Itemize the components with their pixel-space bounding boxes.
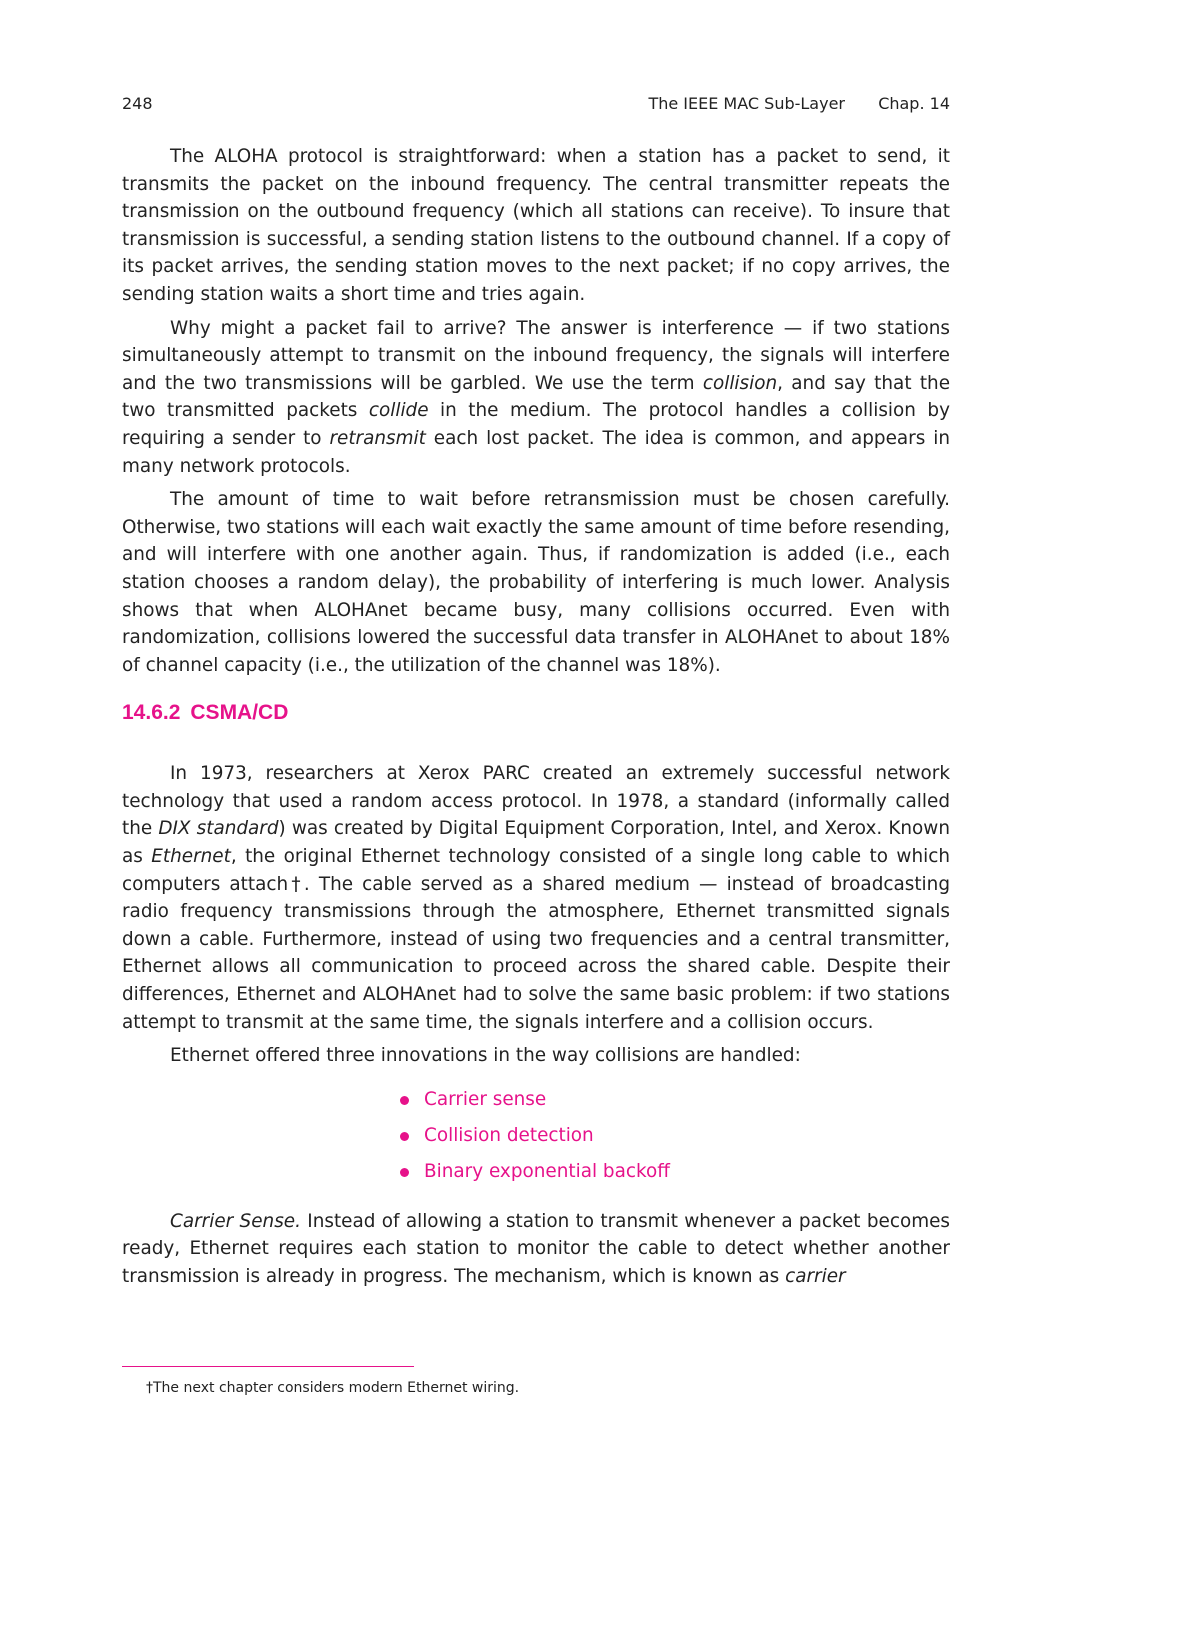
text-run: Why might a packet fail to arrive? The answer is interference — if two stations simultaneously attempt to transmit on the inbound frequency, the signals will interfere and the two transmissions will be garbled. We use the term — [122, 317, 950, 394]
paragraph-aloha: The ALOHA protocol is straightforward: when a station has a packet to send, it transmits the packet on the inbound frequency. The central transmitter repeats the transmission on the outbound frequency (which all stations can receive). To insure that transmission is successful, a sending station listens to the outbound channel. If a copy of its packet arrives, the sending station moves to the next packet; if no copy arrives, the sending station waits a short time and tries again. — [122, 146, 950, 305]
list-item-label: Binary exponential backoff — [424, 1160, 670, 1182]
paragraph-randomization: The amount of time to wait before retransmission must be chosen carefully. Otherwise, two stations will each wait exactly the same amount of time before resending, and will interfere with one another again. Thus, if randomization is added (i.e., each station chooses a random delay), the probability of interfering is much lower. Analysis shows that when ALOHAnet became busy, many collisions occurred. Even with randomization, collisions lowered the successful data transfer in ALOHAnet to about 18% of channel capacity (i.e., the utilization of the channel was 18%). — [122, 489, 950, 676]
section-heading — [122, 699, 950, 726]
list-item — [398, 1158, 950, 1186]
bullet-icon — [400, 1096, 409, 1105]
text-run: each lost packet. The idea is common, and appears in many network protocols. — [122, 427, 950, 477]
list-item-label: Carrier sense — [424, 1088, 547, 1110]
bullet-icon — [400, 1132, 409, 1141]
term-retransmit: retransmit — [329, 427, 426, 449]
footnote: †The next chapter considers modern Ethernet wiring. — [146, 1380, 520, 1396]
term-ethernet: Ethernet — [151, 846, 231, 868]
term-collide: collide — [368, 400, 429, 422]
paragraph-innovations: Ethernet offered three innovations in the way collisions are handled: — [170, 1045, 801, 1067]
chapter-title: The IEEE MAC Sub-Layer — [648, 94, 845, 113]
list-item — [398, 1086, 950, 1114]
body-text — [122, 143, 950, 1297]
term-carrier: carrier — [785, 1266, 846, 1287]
text-run: Instead of allowing a station to transmit whenever a packet becomes ready, Ethernet requires each station to monitor the cable to detect whether another transmission is already in progress. The mechanism, which is known as — [122, 1210, 951, 1287]
text-run: , the original Ethernet technology consisted of a single long cable to which computers attach†. The cable served as a shared medium — instead of broadcasting radio frequency transmissions through the atmosphere, Ethernet transmitted signals down a cable. Furthermore, instead of using two frequencies and a central transmitter, Ethernet allows all communication to proceed across the shared cable. Despite their differences, Ethernet and ALOHAnet had to solve the same basic problem: if two stations attempt to transmit at the same time, the signals interfere and a collision occurs. — [122, 846, 950, 1033]
text-run: in the medium. The protocol handles a collision by requiring a sender to — [122, 400, 950, 449]
section-title: CSMA/CD — [190, 701, 289, 725]
section-number: 14.6.2 — [122, 701, 181, 725]
footnote-rule — [122, 1366, 414, 1367]
list-item — [398, 1122, 950, 1150]
paragraph-carrier-sense — [122, 1208, 950, 1291]
list-item-label: Collision detection — [424, 1124, 594, 1146]
term-collision: collision — [702, 372, 778, 394]
chapter-label: Chap. 14 — [878, 94, 950, 113]
text-run: ) was created by Digital Equipment Corporation, Intel, and Xerox. Known as — [122, 818, 950, 868]
paragraph-ethernet-history — [122, 760, 950, 1036]
innovation-list — [398, 1086, 950, 1186]
page-number: 248 — [122, 94, 153, 113]
bullet-icon — [400, 1168, 409, 1177]
term-dix-standard: DIX standard — [158, 818, 279, 840]
text-run: In 1973, researchers at Xerox PARC created an extremely successful network technology that used a random access protocol. In 1978, a standard (informally called the — [122, 763, 950, 840]
term-carrier-sense: Carrier Sense. — [170, 1210, 301, 1232]
paragraph-interference — [122, 315, 950, 481]
text-run: , and say that the two transmitted packets — [122, 372, 951, 422]
